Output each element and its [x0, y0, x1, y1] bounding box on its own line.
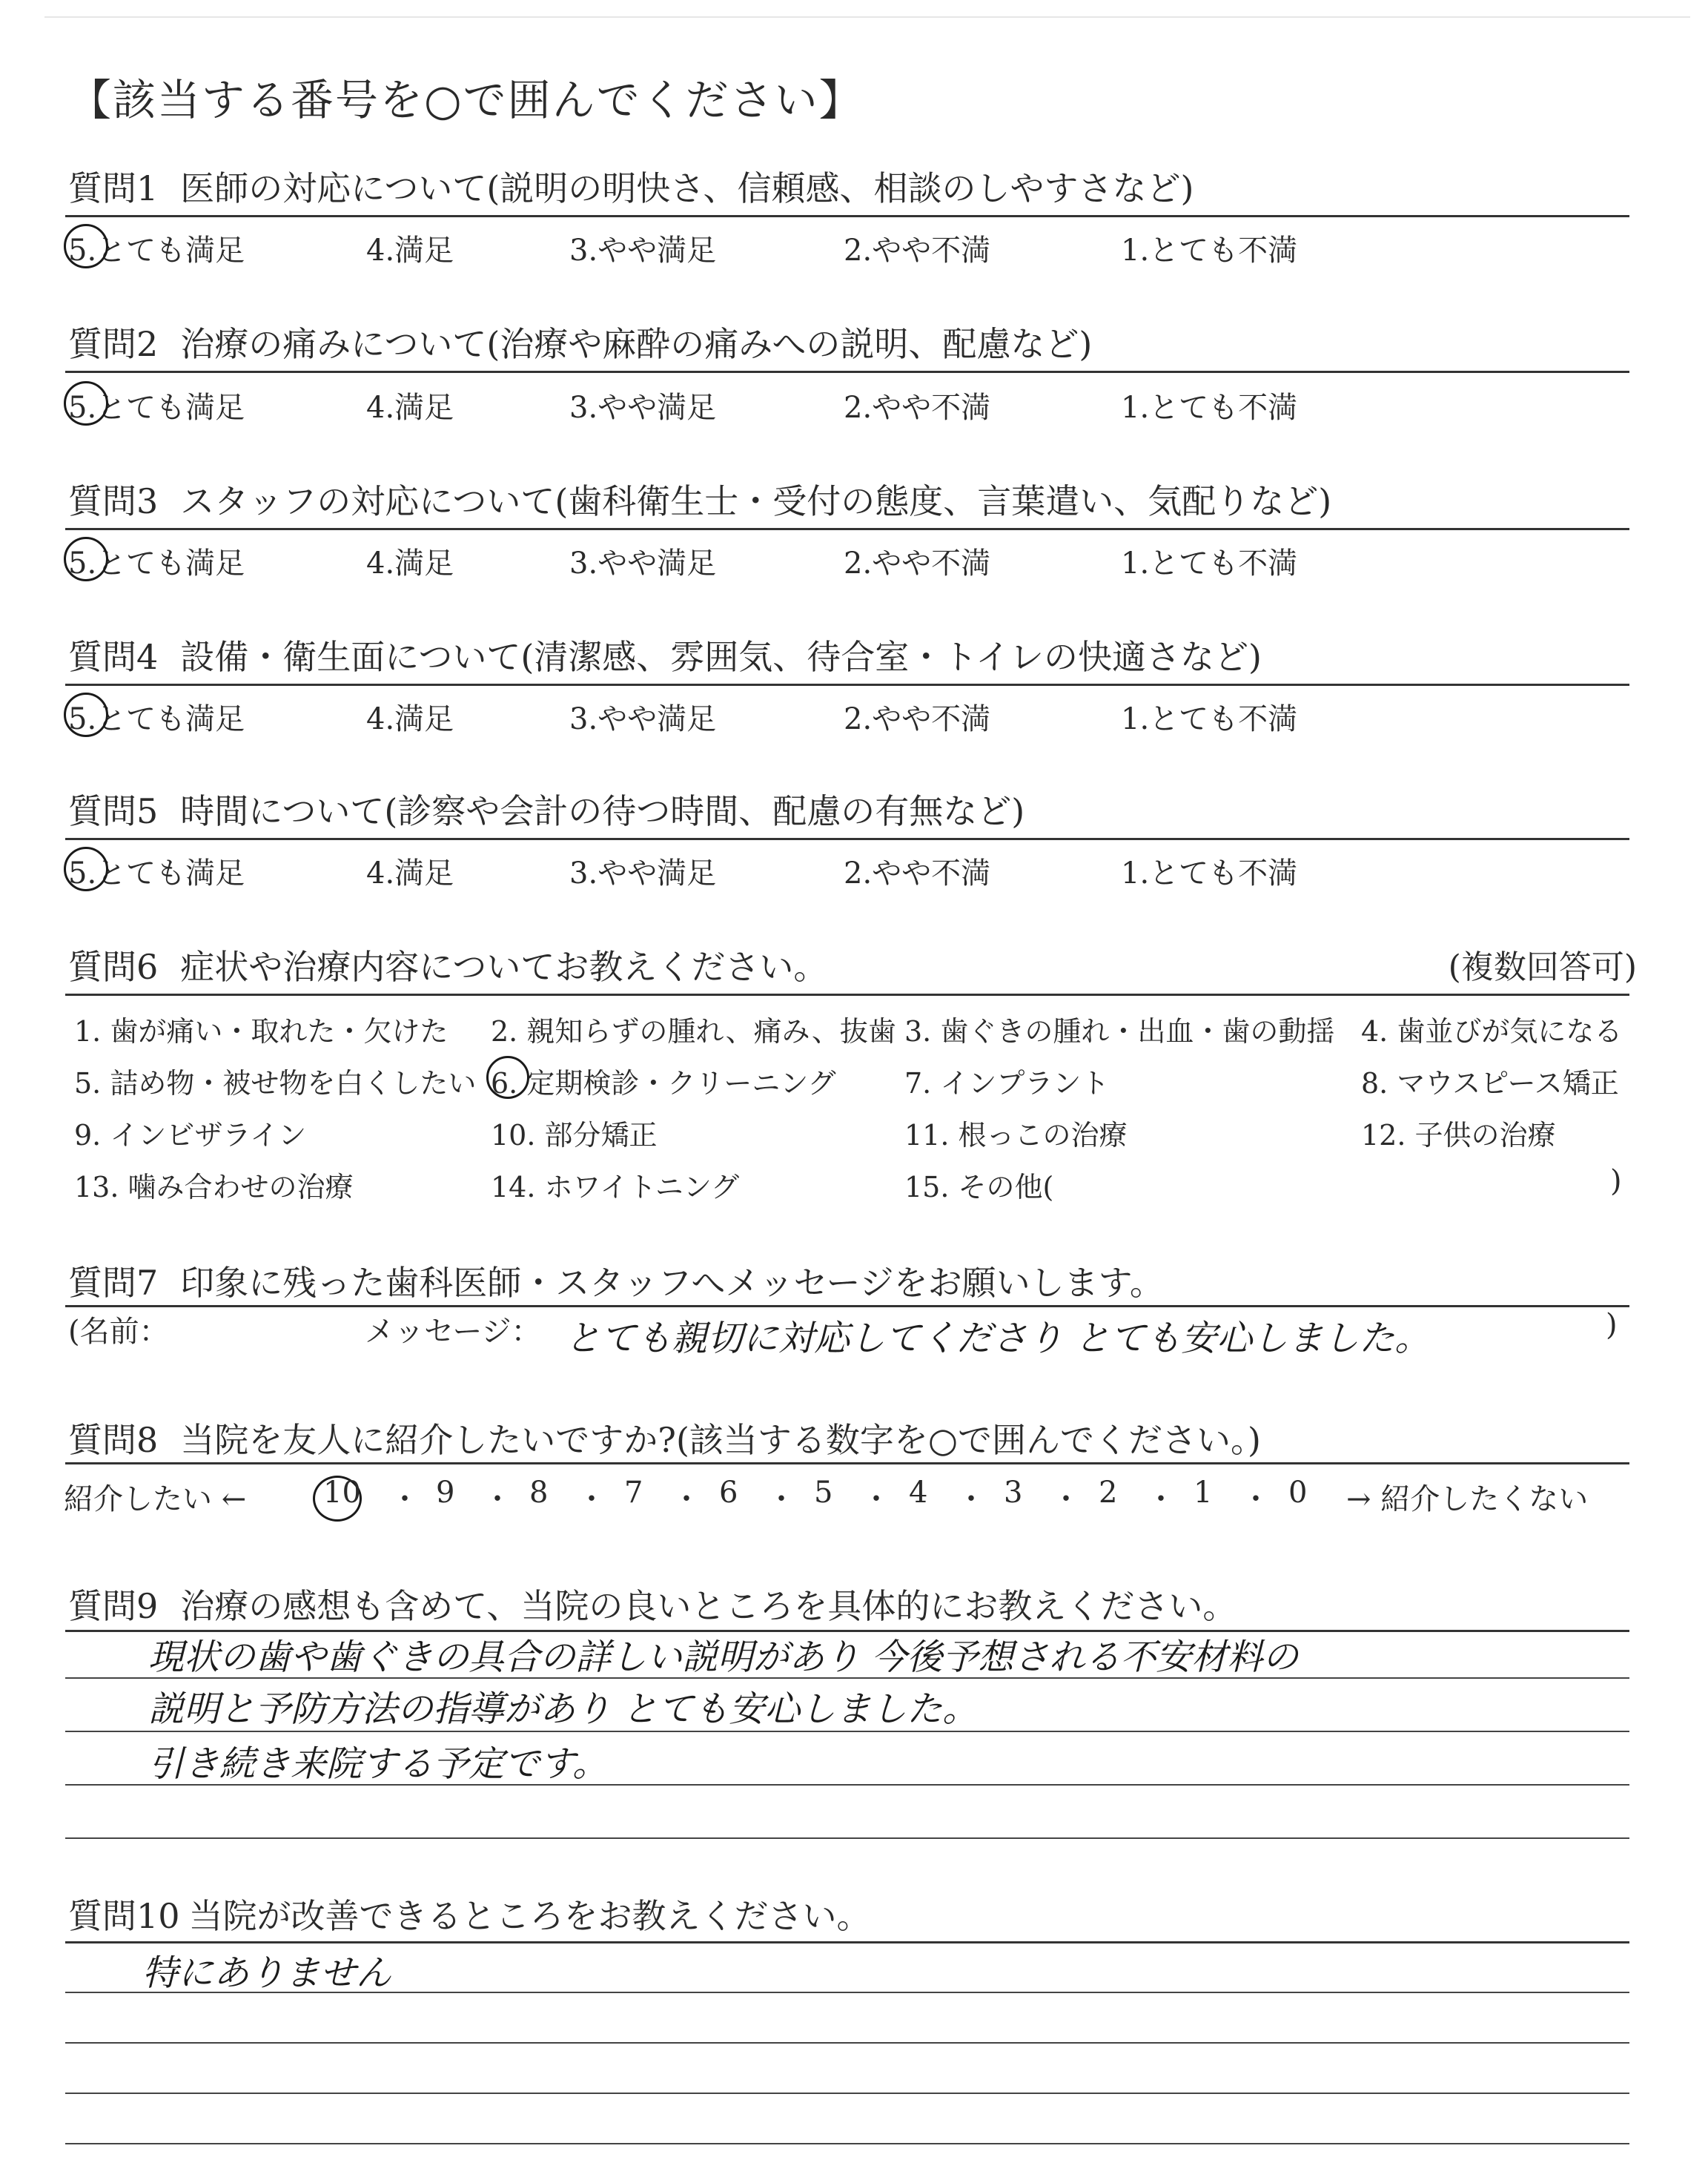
- scale-dot: ・: [1241, 1482, 1271, 1516]
- q8-text: 当院を友人に紹介したいですか?(該当する数字を○で囲んでください。): [180, 1420, 1261, 1460]
- scale-dot: ・: [767, 1482, 796, 1516]
- q4-options: [68, 696, 1417, 740]
- scale-9[interactable]: 9: [436, 1476, 455, 1510]
- q7-number: 質問7: [68, 1263, 159, 1303]
- q9-handwritten-line-1[interactable]: 現状の歯や歯ぐきの具合の詳しい説明があり 今後予想される不安材料の: [148, 1636, 1299, 1678]
- q3-option-5[interactable]: 5.とても満足: [68, 540, 245, 582]
- q1-option-1[interactable]: 1.とても不満: [1121, 234, 1298, 268]
- symptom-11[interactable]: 11. 根っこの治療: [904, 1119, 1128, 1152]
- symptom-6[interactable]: 6. 定期検診・クリーニング: [491, 1060, 836, 1101]
- q2-option-3[interactable]: 3.やや満足: [569, 391, 717, 425]
- q8-scale: 紹介したい ← 10 ・ 9 ・ 8 ・ 7 ・ 6 ・ 5 ・ 4 ・ 3 ・ 2 ・ 1 ・ 0 → 紹介したくない: [64, 1476, 1635, 1520]
- scale-dot: ・: [1051, 1482, 1081, 1516]
- q2-option-1[interactable]: 1.とても不満: [1121, 391, 1298, 425]
- q4-option-1[interactable]: 1.とても不満: [1121, 702, 1298, 736]
- q5-heading: [68, 785, 1025, 833]
- scale-dot: ・: [956, 1482, 986, 1516]
- q3-number: 質問3: [68, 481, 159, 521]
- q2-option-2[interactable]: 2.やや不満: [844, 391, 991, 425]
- scale-dot: ・: [483, 1482, 512, 1516]
- q5-option-3[interactable]: 3.やや満足: [569, 856, 717, 891]
- q2-text: 治療の痛みについて(治療や麻酔の痛みへの説明、配慮など): [180, 324, 1093, 364]
- scale-1[interactable]: 1: [1194, 1476, 1213, 1510]
- q10-rule: [65, 1941, 1629, 1943]
- q2-heading: [68, 317, 1092, 366]
- q9-handwritten-line-3[interactable]: 引き続き来院する予定です。: [148, 1743, 609, 1785]
- q10-answer-line: [65, 2143, 1629, 2144]
- q4-option-2[interactable]: 2.やや不満: [844, 702, 991, 736]
- q1-text: 医師の対応について(説明の明快さ、信頼感、相談のしやすさなど): [180, 168, 1194, 208]
- q4-rule: [65, 684, 1629, 686]
- q2-option-5[interactable]: 5.とても満足: [68, 384, 245, 426]
- symptom-10[interactable]: 10. 部分矯正: [491, 1119, 658, 1152]
- q9-answer-line: [65, 1837, 1629, 1839]
- q1-option-2[interactable]: 2.やや不満: [844, 234, 991, 268]
- q4-selected-circle: [64, 693, 108, 737]
- q2-number: 質問2: [68, 324, 159, 364]
- q6-rule: [65, 994, 1629, 996]
- q1-options: [68, 227, 1417, 271]
- q5-options: [68, 850, 1417, 894]
- q4-text: 設備・衛生面について(清潔感、雰囲気、待合室・トイレの快適さなど): [180, 637, 1262, 677]
- q5-option-1[interactable]: 1.とても不満: [1121, 856, 1298, 891]
- q1-option-5[interactable]: 5.とても満足: [68, 227, 245, 269]
- q10-heading: [68, 1889, 871, 1938]
- q5-option-5[interactable]: 5.とても満足: [68, 850, 245, 892]
- symptom-2[interactable]: 2. 親知らずの腫れ、痛み、抜歯: [491, 1015, 896, 1048]
- scale-dot: ・: [861, 1482, 891, 1516]
- scale-0[interactable]: 0: [1288, 1476, 1308, 1510]
- scale-6[interactable]: 6: [719, 1476, 738, 1510]
- q1-rule: [65, 215, 1629, 217]
- scale-dot: ・: [390, 1482, 420, 1516]
- q2-options: [68, 384, 1417, 429]
- scale-8[interactable]: 8: [529, 1476, 549, 1510]
- symptom-15-other[interactable]: 15. その他(: [904, 1171, 1054, 1203]
- q10-answer-line: [65, 2093, 1629, 2094]
- q6-number: 質問6: [68, 947, 159, 987]
- q7-text: 印象に残った歯科医師・スタッフへメッセージをお願いします。: [180, 1263, 1164, 1303]
- q9-heading: [68, 1579, 1237, 1628]
- q3-option-1[interactable]: 1.とても不満: [1121, 546, 1298, 581]
- q3-rule: [65, 528, 1629, 530]
- q7-rule: [65, 1305, 1629, 1307]
- q9-handwritten-line-2[interactable]: 説明と予防方法の指導があり とても安心しました。: [148, 1688, 979, 1730]
- scale-3[interactable]: 3: [1004, 1476, 1023, 1510]
- q8-rule: [65, 1462, 1629, 1464]
- q7-message-row: [68, 1308, 1632, 1360]
- symptom-12[interactable]: 12. 子供の治療: [1361, 1119, 1556, 1152]
- symptom-1[interactable]: 1. 歯が痛い・取れた・欠けた: [74, 1015, 448, 1048]
- q1-selected-circle: [64, 224, 108, 268]
- q3-option-2[interactable]: 2.やや不満: [844, 546, 991, 581]
- scale-dot: ・: [672, 1482, 701, 1516]
- q7-name-label: (名前：: [68, 1315, 169, 1349]
- q7-close-paren: ): [1606, 1308, 1618, 1342]
- q5-option-4[interactable]: 4.満足: [366, 856, 454, 891]
- q4-option-3[interactable]: 3.やや満足: [569, 702, 717, 736]
- scale-4[interactable]: 4: [909, 1476, 928, 1510]
- q10-handwritten-line-1[interactable]: 特にありません: [142, 1952, 392, 1994]
- q3-text: スタッフの対応について(歯科衛生士・受付の態度、言葉遣い、気配りなど): [180, 481, 1332, 521]
- q5-text: 時間について(診察や会計の待つ時間、配慮の有無など): [180, 791, 1025, 831]
- scale-dot: ・: [577, 1482, 606, 1516]
- q7-message-handwritten[interactable]: とても親切に対応してくださり とても安心しました。: [565, 1318, 1431, 1359]
- q6-selected-circle: [486, 1056, 529, 1099]
- q8-left-label: 紹介したい ←: [64, 1482, 247, 1516]
- symptom-4[interactable]: 4. 歯並びが気になる: [1361, 1015, 1623, 1048]
- symptom-13[interactable]: 13. 噛み合わせの治療: [74, 1171, 354, 1203]
- q3-selected-circle: [64, 537, 108, 581]
- q6-heading: [68, 940, 827, 989]
- symptom-15-close-paren: ): [1610, 1164, 1622, 1198]
- q6-text: 症状や治療内容についてお教えください。: [180, 947, 828, 987]
- q1-number: 質問1: [68, 168, 159, 208]
- symptom-7[interactable]: 7. インプラント: [904, 1067, 1110, 1100]
- q10-text: 当院が改善できるところをお教えください。: [188, 1896, 871, 1936]
- q2-option-4[interactable]: 4.満足: [366, 391, 454, 425]
- scale-dot: ・: [1146, 1482, 1176, 1516]
- top-edge-line: [44, 16, 1690, 18]
- q4-number: 質問4: [68, 637, 159, 677]
- q1-heading: [68, 162, 1194, 211]
- scale-5[interactable]: 5: [814, 1476, 833, 1510]
- symptom-9[interactable]: 9. インビザライン: [74, 1119, 307, 1152]
- q5-number: 質問5: [68, 791, 159, 831]
- scale-7[interactable]: 7: [624, 1476, 643, 1510]
- symptom-8[interactable]: 8. マウスピース矯正: [1361, 1067, 1619, 1100]
- q3-heading: [68, 475, 1331, 524]
- scale-2[interactable]: 2: [1099, 1476, 1118, 1510]
- q1-option-4[interactable]: 4.満足: [366, 234, 454, 268]
- q8-right-label: → 紹介したくない: [1346, 1482, 1589, 1516]
- q9-text: 治療の感想も含めて、当院の良いところを具体的にお教えください。: [180, 1586, 1237, 1626]
- q7-message-label: メッセージ：: [365, 1315, 541, 1349]
- q9-number: 質問9: [68, 1586, 159, 1626]
- symptom-5[interactable]: 5. 詰め物・被せ物を白くしたい: [74, 1067, 477, 1100]
- q4-heading: [68, 630, 1262, 679]
- q2-rule: [65, 371, 1629, 373]
- q10-number: 質問10: [68, 1896, 180, 1936]
- q5-rule: [65, 838, 1629, 840]
- symptom-14[interactable]: 14. ホワイトニング: [491, 1171, 740, 1203]
- q4-option-4[interactable]: 4.満足: [366, 702, 454, 736]
- q5-option-2[interactable]: 2.やや不満: [844, 856, 991, 891]
- q7-heading: [68, 1256, 1164, 1305]
- q5-selected-circle: [64, 847, 108, 891]
- q4-option-5[interactable]: 5.とても満足: [68, 696, 245, 738]
- q10-answer-line: [65, 2042, 1629, 2044]
- q8-heading: [68, 1413, 1261, 1462]
- form-title: 【該当する番号を○で囲んでください】: [68, 75, 864, 125]
- q6-multiple-note: (複数回答可): [1448, 948, 1637, 986]
- q8-number: 質問8: [68, 1420, 159, 1460]
- q3-options: [68, 540, 1417, 584]
- q6-symptom-grid: [68, 1008, 1640, 1223]
- q2-selected-circle: [64, 381, 108, 426]
- symptom-3[interactable]: 3. 歯ぐきの腫れ・出血・歯の動揺: [904, 1015, 1335, 1048]
- q3-option-3[interactable]: 3.やや満足: [569, 546, 717, 581]
- q1-option-3[interactable]: 3.やや満足: [569, 234, 717, 268]
- q3-option-4[interactable]: 4.満足: [366, 546, 454, 581]
